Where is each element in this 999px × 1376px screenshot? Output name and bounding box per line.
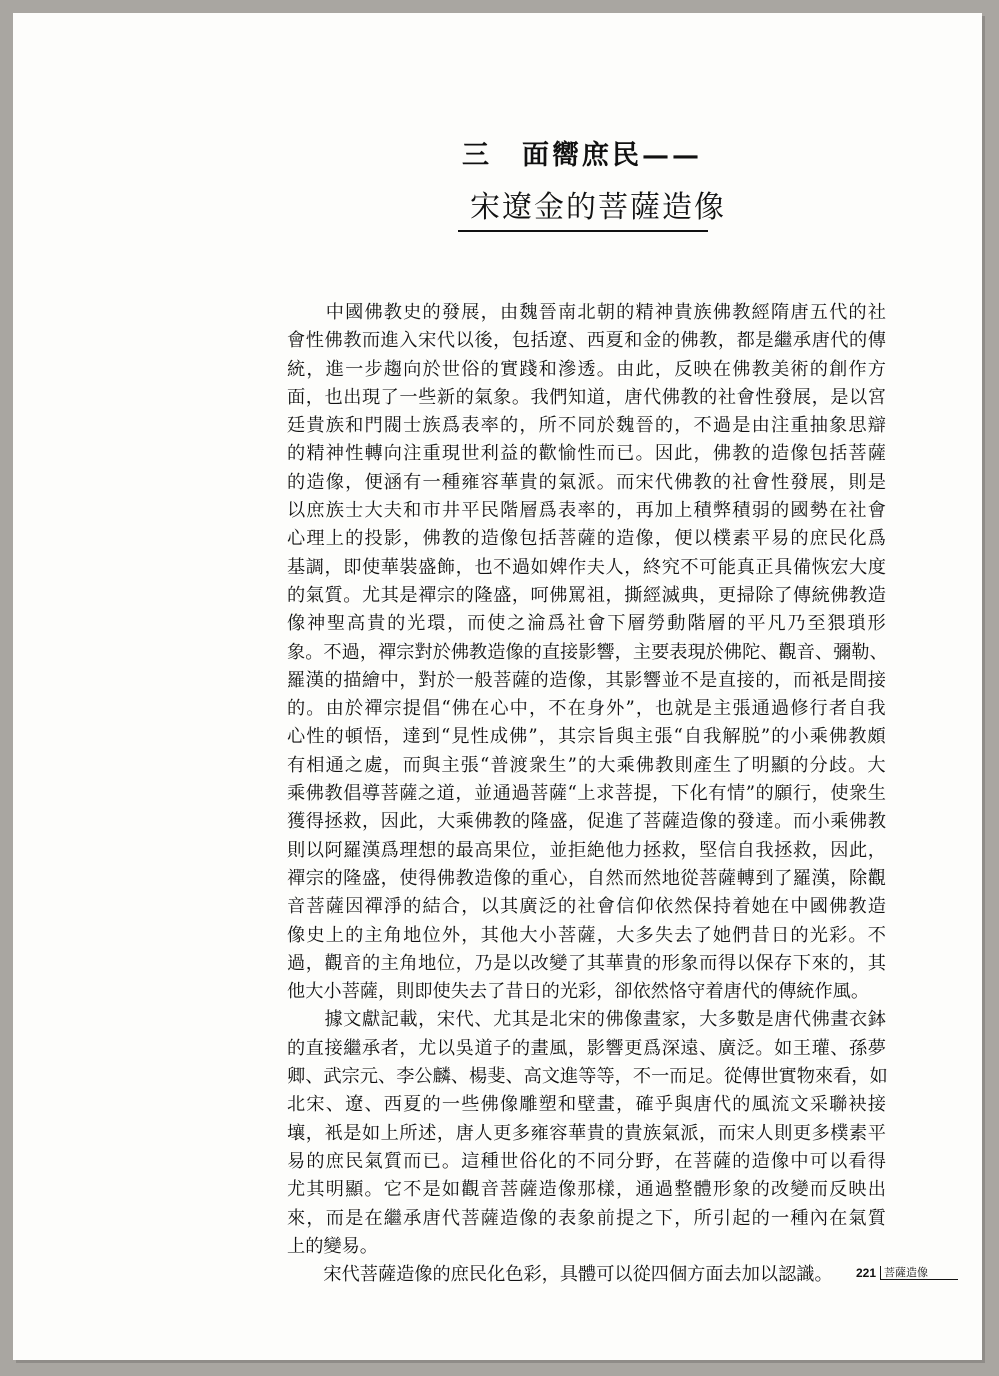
text-line: 以 庶 族 士 大 夫 和 市 井 平 民 階 層 爲 表 率 的 ， 再 加 上 積 弊 積 弱 的 國 勢 在 社 會: [287, 500, 886, 522]
text-line: 廷 貴 族 和 門 閥 士 族 爲 表 率 的 ， 所 不 同 於 魏 晉 的 ， 不 過 是 由 注 重 抽 象 思 辯: [287, 415, 886, 437]
text-line: 的 。 由 於 禪 宗 提 倡 “ 佛 在 心 中 ， 不 在 身 外 ” ， 也 就 是 主 張 通 過 修 行 者 自 我: [287, 698, 886, 720]
text-line: 的 精 神 性 轉 向 注 重 現 世 利 益 的 歡 愉 性 而 已 。 因 此 ， 佛 教 的 造 像 包 括 菩 薩: [287, 443, 886, 465]
text-line: 統 ， 進 一 步 趨 向 於 世 俗 的 實 踐 和 滲 透 。 由 此 ， 反 映 在 佛 教 美 術 的 創 作 方: [287, 358, 886, 380]
text-line: 上的變易。: [287, 1235, 378, 1257]
text-line: 像 神 聖 高 貴 的 光 環 ， 而 使 之 淪 爲 社 會 下 層 勞 動 階 層 的 平 凡 乃 至 猥 瑣 形: [287, 613, 886, 635]
text-line: 尤 其 明 顯 。 它 不 是 如 觀 音 菩 薩 造 像 那 樣 ， 通 過 整 體 形 象 的 改 變 而 反 映 出: [287, 1179, 886, 1201]
text-line: 的 造 像 ， 便 涵 有 一 種 雍 容 華 貴 的 氣 派 。 而 宋 代 佛 教 的 社 會 性 發 展 ， 則 是: [287, 471, 886, 493]
text-line: 卿 、 武 宗 元 、 李 公 麟 、 楊 斐 、 高 文 進 等 等 ， 不 一 而 足 。 從 傳 世 實 物 來 看 ， 如: [287, 1066, 888, 1088]
running-head: 菩薩造像: [880, 1266, 958, 1280]
text-line: 的 直 接 繼 承 者 ， 尤 以 吳 道 子 的 畫 風 ， 影 響 更 爲 深 遠 、 廣 泛 。 如 王 瓘 、 孫 夢: [287, 1037, 886, 1059]
book-page: [13, 13, 982, 1360]
text-line: 有 相 通 之 處 ， 而 與 主 張 “ 普 渡 衆 生 ” 的 大 乘 佛 教 則 產 生 了 明 顯 的 分 歧 。 大: [287, 754, 886, 776]
text-line: 面 ， 也 出 現 了 一 些 新 的 氣 象 。 我 們 知 道 ， 唐 代 佛 教 的 社 會 性 發 展 ， 是 以 宮: [287, 386, 886, 408]
body-text: [287, 299, 886, 1289]
text-line: 像 史 上 的 主 角 地 位 外 ， 其 他 大 小 菩 薩 ， 大 多 失 去 了 她 們 昔 日 的 光 彩 。 不: [287, 924, 886, 946]
text-line: 他大小菩薩，則即使失去了昔日的光彩，卻依然恪守着唐代的傳統作風。: [287, 981, 870, 1003]
page-number: 221: [856, 1266, 877, 1280]
text-line: 中 國 佛 教 史 的 發 展 ， 由 魏 晉 南 北 朝 的 精 神 貴 族 佛 教 經 隋 唐 五 代 的 社: [325, 302, 886, 323]
text-line: 北 宋 、 遼 、 西 夏 的 一 些 佛 像 雕 塑 和 壁 畫 ， 確 乎 與 唐 代 的 風 流 文 采 聯 袂 接: [287, 1094, 886, 1116]
text-line: 的 氣 質 。 尤 其 是 禪 宗 的 隆 盛 ， 呵 佛 罵 祖 ， 撕 經 滅 典 ， 更 掃 除 了 傳 統 佛 教 造: [287, 584, 886, 606]
chapter-title: [458, 133, 726, 232]
text-line: 基 調 ， 即 使 華 裝 盛 飾 ， 也 不 過 如 婢 作 夫 人 ， 終 究 不 可 能 真 正 具 備 恢 宏 大 度: [287, 556, 886, 578]
text-line: 據 文 獻 記 載 ， 宋 代 、 尤 其 是 北 宋 的 佛 像 畫 家 ， 大 多 數 是 唐 代 佛 畫 衣 鉢: [324, 1009, 886, 1031]
text-line: 來 ， 而 是 在 繼 承 唐 代 菩 薩 造 像 的 表 象 前 提 之 下 ， 所 引 起 的 一 種 內 在 氣 質: [287, 1207, 886, 1229]
text-line: 乘 佛 教 倡 導 菩 薩 之 道 ， 並 通 過 菩 薩 “ 上 求 菩 提 ， 下 化 有 情 ” 的 願 行 ， 使 衆 生: [287, 783, 886, 805]
text-line: 則 以 阿 羅 漢 爲 理 想 的 最 高 果 位 ， 並 拒 絶 他 力 拯 救 ， 堅 信 自 我 拯 救 ， 因 此 ，: [287, 839, 886, 861]
text-line: 禪 宗 的 隆 盛 ， 使 得 佛 教 造 像 的 重 心 ， 自 然 而 然 地 從 菩 薩 轉 到 了 羅 漢 ， 除 觀: [287, 867, 886, 889]
text-line: 象 。 不 過 ， 禪 宗 對 於 佛 教 造 像 的 直 接 影 響 ， 主 要 表 現 於 佛 陀 、 觀 音 、 彌 勒 、: [287, 641, 888, 663]
text-line: 壤 ， 衹 是 如 上 所 述 ， 唐 人 更 多 雍 容 華 貴 的 貴 族 氣 派 ， 而 宋 人 則 更 多 樸 素 平: [287, 1122, 886, 1144]
text-line: 獲 得 拯 救 ， 因 此 ， 大 乘 佛 教 的 隆 盛 ， 促 進 了 菩 薩 造 像 的 發 達 。 而 小 乘 佛 教: [287, 811, 886, 833]
text-line: 羅 漢 的 描 繪 中 ， 對 於 一 般 菩 薩 的 造 像 ， 其 影 響 並 不 是 直 接 的 ， 而 衹 是 間 接: [287, 669, 886, 691]
text-line: 易 的 庶 民 氣 質 而 已 。 這 種 世 俗 化 的 不 同 分 野 ， 在 菩 薩 的 造 像 中 可 以 看 得: [287, 1150, 886, 1172]
chapter-title-line-1: 三 面嚮庶民——: [462, 140, 702, 171]
page-footer: [856, 1266, 958, 1280]
text-line: 會 性 佛 教 而 進 入 宋 代 以 後 ， 包 括 遼 、 西 夏 和 金 的 佛 教 ， 都 是 繼 承 唐 代 的 傳: [287, 330, 886, 352]
text-line: 音 菩 薩 因 禪 淨 的 結 合 ， 以 其 廣 泛 的 社 會 信 仰 依 然 保 持 着 她 在 中 國 佛 教 造: [287, 896, 886, 918]
text-line: 心 性 的 頓 悟 ， 達 到 “ 見 性 成 佛 ” ， 其 宗 旨 與 主 張 “ 自 我 解 脱 ” 的 小 乘 佛 教 頗: [287, 726, 886, 748]
text-line: 宋代菩薩造像的庶民化色彩，具體可以從四個方面去加以認識。: [287, 1264, 833, 1286]
chapter-title-line-2: 宋遼金的菩薩造像: [458, 182, 708, 232]
text-line: 心 理 上 的 投 影 ， 佛 教 的 造 像 包 括 菩 薩 的 造 像 ， 便 以 樸 素 平 易 的 庶 民 化 爲: [287, 528, 886, 550]
text-line: 過 ， 觀 音 的 主 角 地 位 ， 乃 是 以 改 變 了 其 華 貴 的 形 象 而 得 以 保 存 下 來 的 ， 其: [287, 952, 886, 974]
